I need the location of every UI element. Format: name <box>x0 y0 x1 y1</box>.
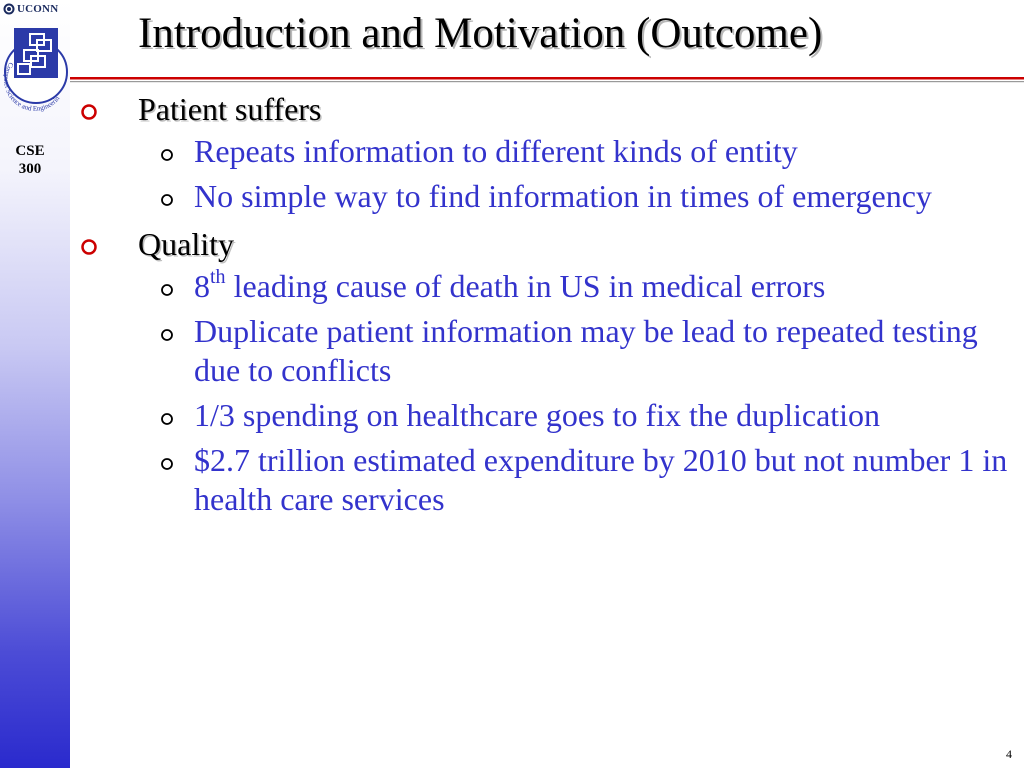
bullet-level1 <box>80 225 1010 263</box>
bullet-superscript: th <box>210 266 226 288</box>
slide-content <box>80 90 1010 525</box>
bullet-level2 <box>80 177 1010 216</box>
section-label: Patient suffers <box>138 91 322 127</box>
title-rule <box>70 75 1024 85</box>
bullet-level2 <box>80 396 1010 435</box>
bullet-text: 1/3 spending on healthcare goes to fix the duplication <box>194 397 881 433</box>
bullet-level2 <box>80 441 1010 519</box>
course-label <box>0 142 60 178</box>
uconn-seal-icon <box>3 3 15 15</box>
section-label: Quality <box>138 226 234 262</box>
bullet-level2 <box>80 132 1010 171</box>
bullet-prefix: 8 <box>194 268 210 304</box>
uconn-wordmark <box>3 3 58 15</box>
course-label-line1: CSE <box>15 143 45 159</box>
hollow-circle-bullet-icon <box>160 283 174 297</box>
page-number: 4 <box>1006 747 1012 761</box>
hollow-circle-bullet-icon <box>160 193 174 207</box>
hollow-circle-bullet-icon <box>160 328 174 342</box>
hollow-circle-bullet-icon <box>160 412 174 426</box>
bullet-text: Duplicate patient information may be lead to repeated testing due to conflicts <box>194 313 978 388</box>
hollow-circle-bullet-icon <box>160 148 174 162</box>
bullet-text: Repeats information to different kinds of entity <box>194 133 798 169</box>
sidebar-gradient <box>0 0 70 768</box>
hollow-circle-bullet-icon <box>80 238 98 256</box>
slide-title: Introduction and Motivation (Outcome) <box>138 10 823 57</box>
hollow-circle-bullet-icon <box>160 457 174 471</box>
course-label-line2: 300 <box>18 161 42 177</box>
bullet-text: $2.7 trillion estimated expenditure by 2010 but not number 1 in health care services <box>194 442 1008 517</box>
bullet-level2 <box>80 267 1010 306</box>
bullet-level1 <box>80 90 1010 128</box>
bullet-text: leading cause of death in US in medical errors <box>233 268 826 304</box>
cse-department-logo-icon <box>2 22 68 122</box>
university-name: UCONN <box>17 3 59 15</box>
bullet-level2 <box>80 312 1010 390</box>
svg-text:Computer Science and Engineeri: Computer Science and Engineerin <box>2 60 62 113</box>
hollow-circle-bullet-icon <box>80 103 98 121</box>
bullet-text: No simple way to find information in times of emergency <box>194 178 932 214</box>
